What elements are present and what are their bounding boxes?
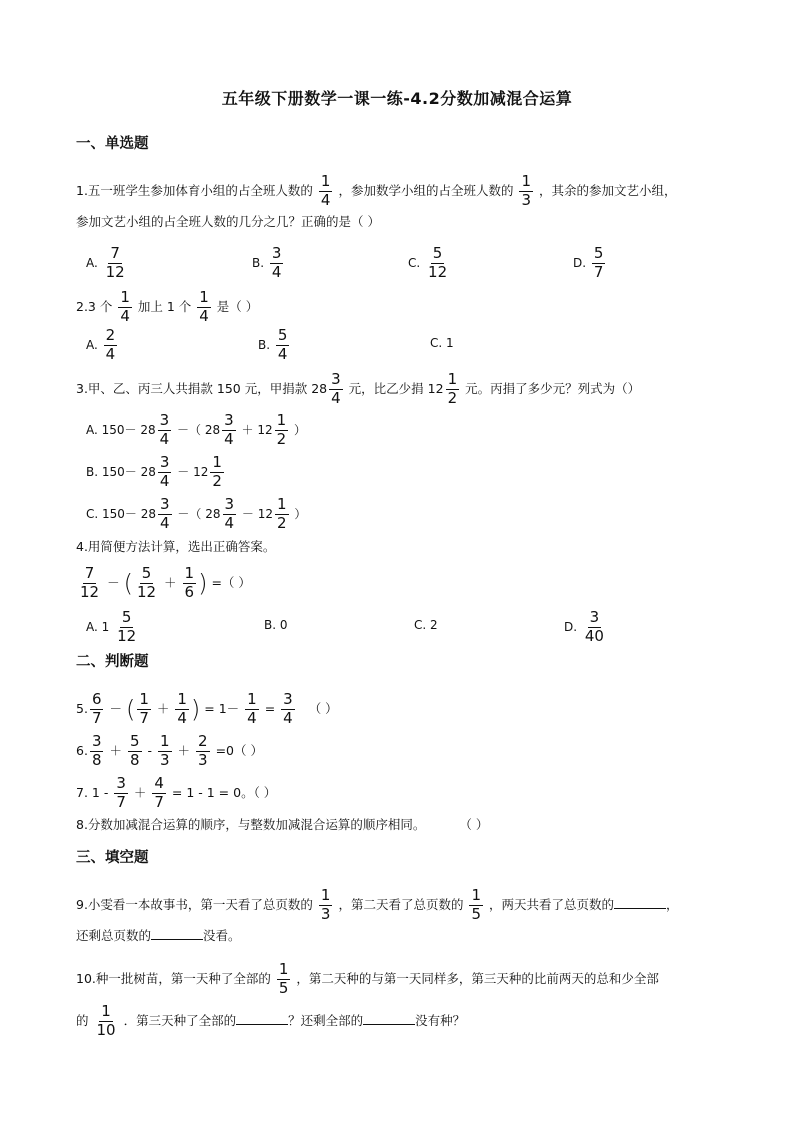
question-2 [76, 290, 258, 325]
question-9-line-2: 还剩总页数的 没看。 [76, 928, 241, 943]
question-5: 5. $\frac{6}{7}$ － ( $\frac{1}{7}$ ＋ $\frac{1}{4}$ ) = 1－ $\frac{1}{4}$ = $\frac{3}{4}$ （ ） [76, 690, 338, 727]
q2-option-a[interactable]: A. $\frac{2}{4}$ [86, 326, 116, 363]
q3-option-c[interactable]: C. 150－ 28 $\frac{3}{4}$ －（ 28 $\frac{3}{4}$ － 12 $\frac{1}{2}$ ） [86, 495, 307, 532]
q10-blank-2[interactable] [363, 1011, 415, 1025]
q3-option-a[interactable]: A. 150－ 28 $\frac{3}{4}$ －（ 28 $\frac{3}{4}$ ＋ 12 $\frac{1}{2}$ ） [86, 411, 307, 448]
q3-text-2: 元，比乙少捐 [348, 380, 424, 396]
q4-option-d[interactable]: D. $\frac{3}{40}$ [564, 608, 604, 645]
q4-option-c[interactable]: C. 2 [414, 618, 438, 632]
question-8: 8.分数加减混合运算的顺序，与整数加减混合运算的顺序相同。 （ ） [76, 817, 489, 832]
q1-fraction-1: $\frac{1}{4}$ [320, 172, 331, 209]
section-heading-single-choice: 一、单选题 [76, 136, 149, 152]
q4-option-b[interactable]: B. 0 [264, 618, 288, 632]
q4-option-a[interactable]: A. 1 $\frac{5}{12}$ [86, 608, 137, 645]
q1-option-c[interactable]: C. $\frac{5}{12}$ [408, 244, 448, 281]
question-10-line-1: 10.种一批树苗，第一天种了全部的 $\frac{1}{5}$ ，第二天种的与第一天同样多，第三天种的比前两天的总和少全部 [76, 960, 659, 997]
q2-text-1: 2.3 个 [76, 298, 113, 314]
question-4-text: 4.用简便方法计算，选出正确答案。 [76, 539, 276, 554]
question-6: 6. $\frac{3}{8}$ ＋ $\frac{5}{8}$ - $\frac{1}{3}$ ＋ $\frac{2}{3}$ =0（ ） [76, 732, 263, 769]
q1-text-3: ，其余的参加文艺小组， [538, 182, 677, 198]
question-7: 7. 1 - $\frac{3}{7}$ ＋ $\frac{4}{7}$ = 1 - 1 = 0。（ ） [76, 774, 277, 811]
question-9-line-1: 9.小雯看一本故事书，第一天看了总页数的 $\frac{1}{3}$ ，第二天看了总页数的 $\frac{1}{5}$ ，两天共看了总页数的 ， [76, 886, 679, 923]
q2-option-b[interactable]: B. $\frac{5}{4}$ [258, 326, 288, 363]
section-heading-true-false: 二、判断题 [76, 654, 149, 670]
q3-mixed-2: 12 $\frac{1}{2}$ [427, 370, 458, 407]
q2-fraction-1: $\frac{1}{4}$ [120, 288, 130, 325]
q1-option-d[interactable]: D. $\frac{5}{7}$ [573, 244, 604, 281]
q3-text-3: 元。丙捐了多少元？列式为（） [465, 380, 641, 396]
q2-fraction-2: $\frac{1}{4}$ [199, 288, 209, 325]
q1-option-b[interactable]: B. $\frac{3}{4}$ [252, 244, 282, 281]
question-1-line-2: 参加文艺小组的占全班人数的几分之几？正确的是（ ） [76, 214, 380, 229]
question-4-expression: $\frac{7}{12}$ － ( $\frac{5}{12}$ ＋ $\frac{1}{6}$ ) =（ ） [80, 564, 251, 601]
q3-option-b[interactable]: B. 150－ 28 $\frac{3}{4}$ － 12 $\frac{1}{2}$ [86, 453, 222, 490]
q1-text-1: 1.五一班学生参加体育小组的占全班人数的 [76, 182, 313, 198]
q1-text-2: ，参加数学小组的占全班人数的 [338, 182, 514, 198]
q10-blank-1[interactable] [236, 1011, 288, 1025]
q3-mixed-1: 28 $\frac{3}{4}$ [311, 370, 341, 407]
q1-option-a[interactable]: A. $\frac{7}{12}$ [86, 244, 125, 281]
q2-text-3: 是（ ） [216, 298, 259, 314]
page-title: 五年级下册数学一课一练-4.2分数加减混合运算 [221, 89, 573, 108]
q2-option-c[interactable]: C. 1 [430, 336, 454, 350]
q1-fraction-2: $\frac{1}{3}$ [521, 172, 531, 209]
q2-text-2: 加上 1 个 [137, 298, 192, 314]
q9-blank-1[interactable] [614, 895, 666, 909]
question-10-line-2: 的 $\frac{1}{10}$ ．第三天种了全部的 ？还剩全部的 没有种？ [76, 1002, 466, 1039]
question-3 [76, 372, 640, 407]
section-heading-fill-blank: 三、填空题 [76, 850, 149, 866]
q3-text-1: 3.甲、乙、丙三人共捐款 150 元，甲捐款 [76, 380, 308, 396]
question-1-line-1 [76, 174, 677, 209]
q9-blank-2[interactable] [151, 926, 203, 940]
